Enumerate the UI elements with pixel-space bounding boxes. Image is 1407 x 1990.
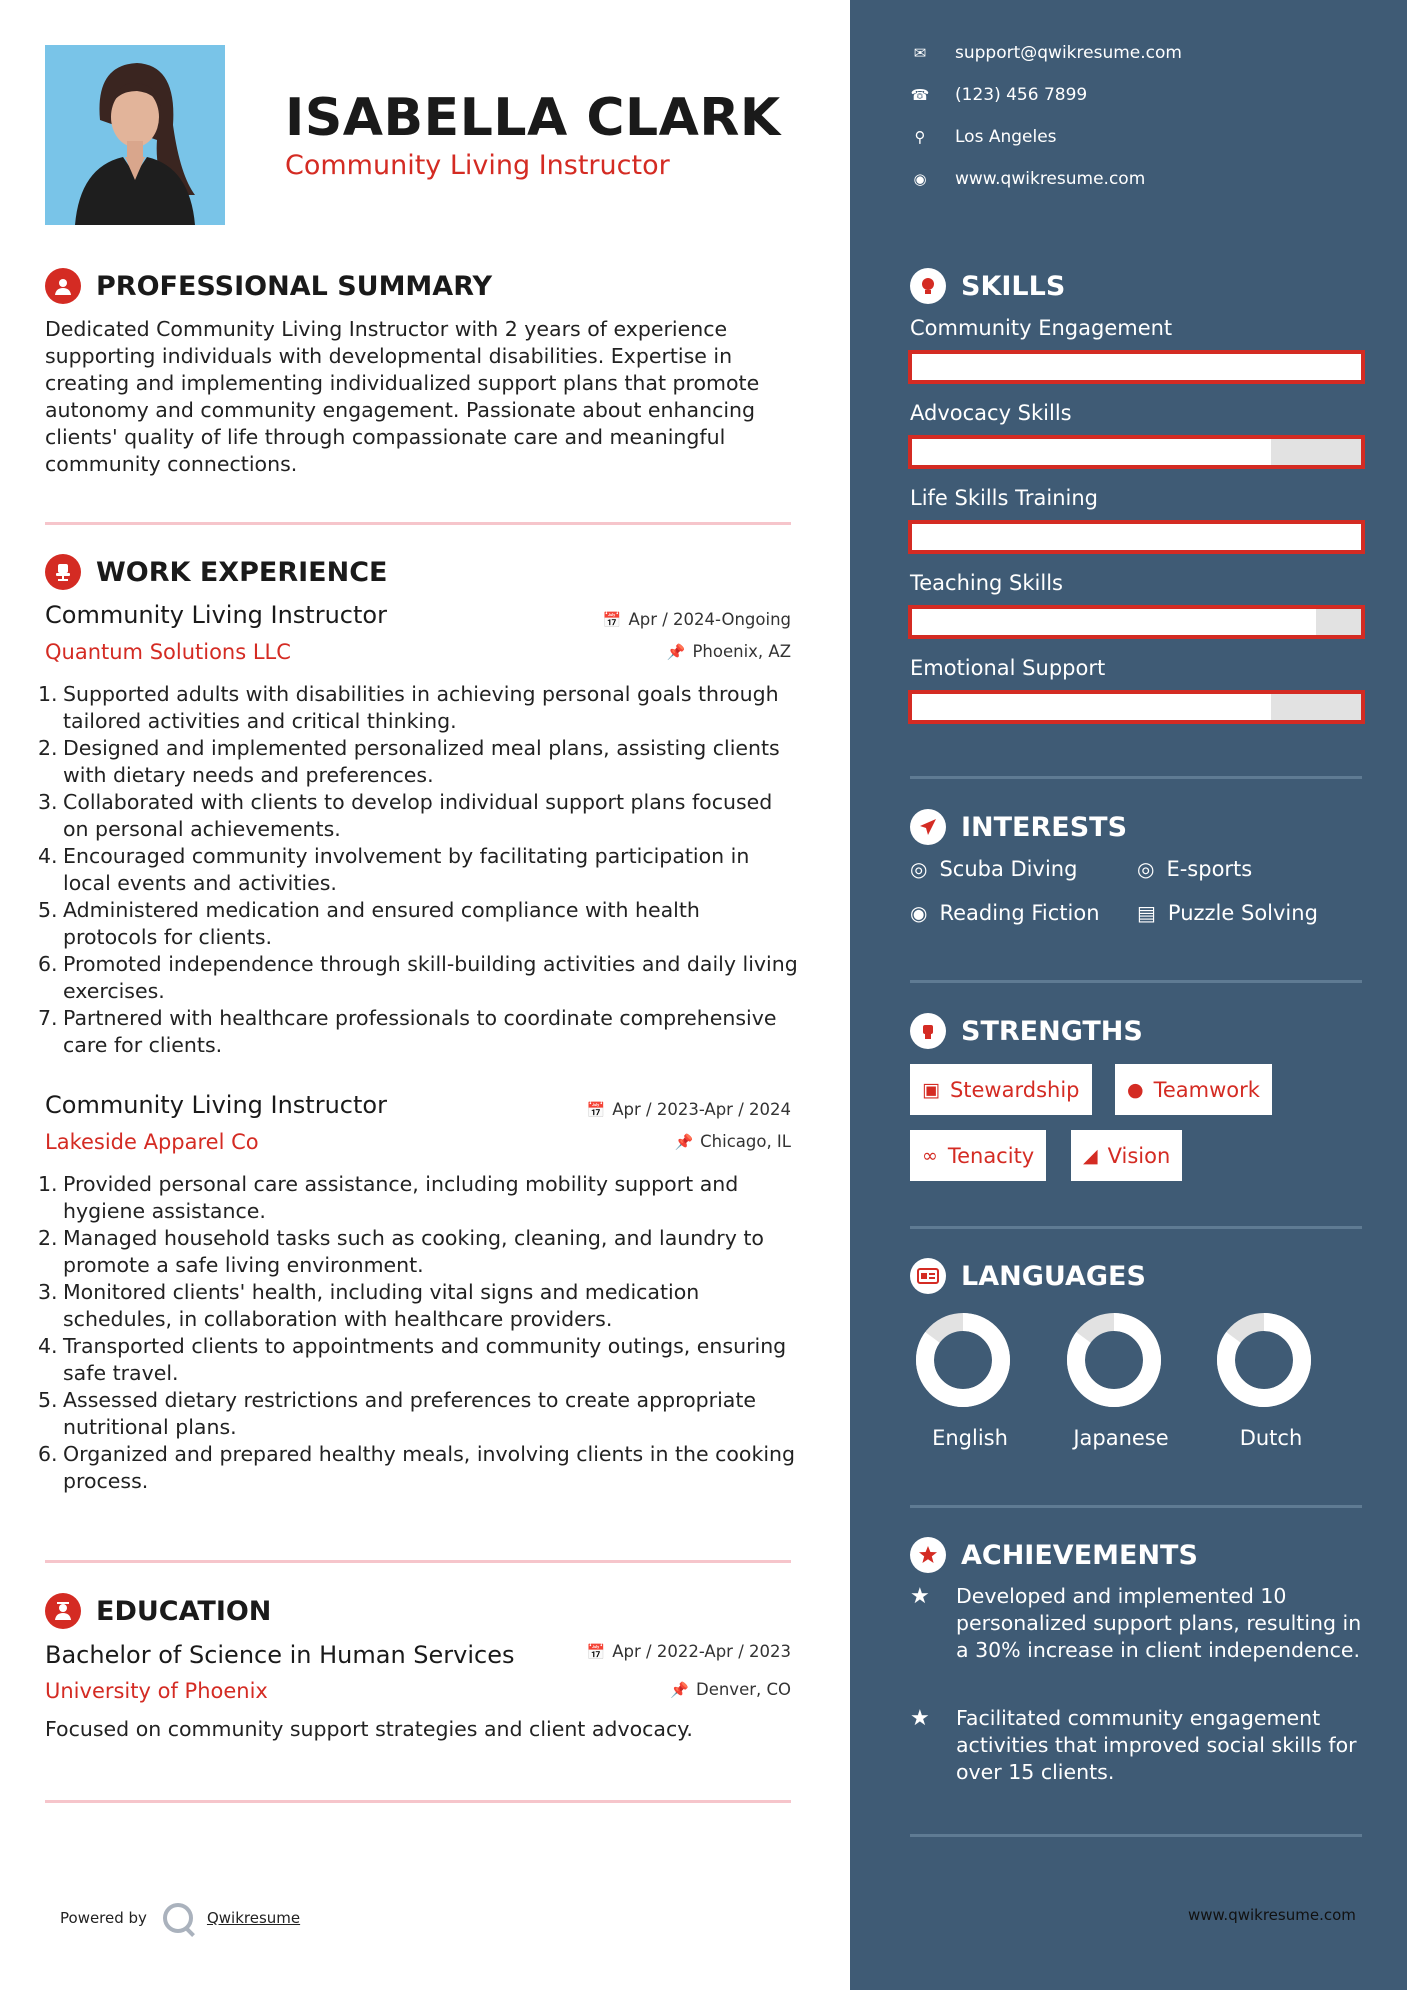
interests-header [910, 809, 1127, 845]
star-medal-icon [910, 1537, 946, 1573]
contact-website-text: www.qwikresume.com [955, 169, 1146, 189]
skill-bar [908, 350, 1365, 384]
job-location [667, 642, 791, 661]
experience-header [45, 554, 387, 590]
experience-title: WORK EXPERIENCE [96, 556, 388, 588]
skill-bar [908, 690, 1365, 724]
brand-link[interactable]: Qwikresume [206, 1909, 301, 1927]
candidate-name: ISABELLA CLARK [285, 88, 781, 148]
section-divider [910, 1226, 1362, 1229]
skill-bar [908, 520, 1365, 554]
globe-icon: ◉ [913, 170, 927, 188]
summary-title: PROFESSIONAL SUMMARY [96, 270, 493, 302]
job-location-text: Chicago, IL [700, 1132, 791, 1151]
strengths-title: STRENGTHS [961, 1015, 1143, 1047]
contact-phone-text: (123) 456 7899 [955, 85, 1088, 105]
profile-photo [45, 45, 225, 225]
skill-label: Teaching Skills [910, 571, 1063, 595]
job-location-text: Phoenix, AZ [692, 642, 791, 661]
interests-title: INTERESTS [961, 811, 1128, 843]
office-chair-icon [45, 554, 81, 590]
job-location [674, 1132, 791, 1151]
degree-title: Bachelor of Science in Human Services [45, 1641, 515, 1669]
job-company: Quantum Solutions LLC [45, 640, 291, 664]
star-icon: ★ [910, 1706, 930, 1731]
summary-text: Dedicated Community Living Instructor with 2 years of experience supporting individuals with developmental disabilities. Expertise in creating and implementing individualized support plans that promote autonomy and community engagement. Passionate about enhancing clients' quality of life through compassionate care and meaningful community connections. [45, 317, 760, 476]
strength-label: Tenacity [947, 1143, 1035, 1168]
calendar-icon: 📅 [586, 1642, 606, 1661]
achievement-text: Facilitated community engagement activities that improved social skills for over 15 clients. [956, 1706, 1357, 1784]
summary-header [45, 268, 492, 304]
contact-website[interactable] [910, 169, 1145, 189]
job-title: Community Living Instructor [45, 601, 387, 629]
book-icon: ▤ [1137, 901, 1156, 925]
calendar-icon: 📅 [602, 610, 622, 629]
envelope-icon: ✉ [913, 44, 927, 62]
powered-by-text: Powered by [60, 1909, 147, 1927]
skill-bar [908, 605, 1365, 639]
list-item: 2. Managed household tasks such as cooking, cleaning, and laundry to promote a safe living environment. [38, 1226, 764, 1277]
pushpin-icon: 📌 [666, 642, 686, 661]
interest-item [1137, 857, 1252, 881]
life-ring-icon: ◎ [910, 857, 928, 881]
section-divider [910, 776, 1362, 779]
language-ring [915, 1312, 1011, 1408]
language-label: English [932, 1426, 1008, 1450]
education-date-text: Apr / 2022-Apr / 2023 [612, 1642, 791, 1661]
calendar-icon: 📅 [586, 1100, 606, 1119]
job-date-text: Apr / 2023-Apr / 2024 [612, 1100, 791, 1119]
paper-plane-icon [910, 809, 946, 845]
list-item: 7. Partnered with healthcare professionals to coordinate comprehensive care for clients. [38, 1006, 777, 1057]
powered-by [60, 1903, 300, 1933]
section-divider [45, 1800, 791, 1803]
language-ring [1216, 1312, 1312, 1408]
skill-label: Life Skills Training [910, 486, 1098, 510]
education-header [45, 1593, 271, 1629]
interest-label: Puzzle Solving [1167, 901, 1318, 925]
list-item: 4. Encouraged community involvement by facilitating participation in local events and activities. [38, 844, 750, 895]
contact-email-text: support@qwikresume.com [955, 43, 1182, 63]
section-divider [45, 522, 791, 525]
graduate-icon [45, 1593, 81, 1629]
job-duties [38, 1171, 798, 1495]
achievements-header [910, 1537, 1198, 1573]
strength-tag [1115, 1064, 1272, 1115]
job-date [603, 610, 791, 629]
footer-url[interactable]: www.qwikresume.com [1188, 1906, 1356, 1924]
job-duties [38, 681, 798, 1059]
language-ring [1066, 1312, 1162, 1408]
skill-bar-fill [912, 439, 1271, 465]
candidate-role: Community Living Instructor [285, 150, 670, 181]
star-icon: ★ [910, 1584, 930, 1609]
users-icon: ● [1127, 1078, 1144, 1101]
education-date [587, 1642, 791, 1661]
translate-icon [910, 1258, 946, 1294]
section-divider [910, 980, 1362, 983]
list-item: 5. Administered medication and ensured compliance with health protocols for clients. [38, 898, 700, 949]
job-date-text: Apr / 2024-Ongoing [628, 610, 791, 629]
briefcase-icon: ▣ [922, 1078, 940, 1101]
skill-label: Community Engagement [910, 316, 1173, 340]
language-label: Japanese [1073, 1426, 1169, 1450]
languages-header [910, 1258, 1146, 1294]
phone-icon: ☎ [910, 86, 930, 104]
strength-tag [910, 1064, 1092, 1115]
list-item: 1. Provided personal care assistance, including mobility support and hygiene assistance. [38, 1172, 739, 1223]
education-location [670, 1680, 791, 1699]
languages-title: LANGUAGES [961, 1260, 1146, 1292]
list-item: 6. Organized and prepared healthy meals, involving clients in the cooking process. [38, 1442, 796, 1493]
skills-header [910, 268, 1065, 304]
strength-label: Stewardship [949, 1077, 1080, 1102]
contact-location [910, 127, 1057, 147]
list-item: 6. Promoted independence through skill-building activities and daily living exercises. [38, 952, 798, 1003]
skills-title: SKILLS [961, 270, 1066, 302]
skill-bar-fill [912, 524, 1361, 550]
fist-icon [910, 1013, 946, 1049]
list-item: 4. Transported clients to appointments and community outings, ensuring safe travel. [38, 1334, 787, 1385]
skill-label: Emotional Support [910, 656, 1106, 680]
education-title: EDUCATION [96, 1595, 272, 1627]
qwikresume-logo-icon [163, 1903, 193, 1933]
interest-label: E-sports [1166, 857, 1253, 881]
interest-item [910, 857, 1077, 881]
education-description: Focused on community support strategies and client advocacy. [45, 1717, 693, 1741]
user-icon [45, 268, 81, 304]
interest-item [1137, 901, 1318, 925]
section-divider [910, 1834, 1362, 1837]
school-name: University of Phoenix [45, 1679, 268, 1703]
map-pin-icon: ⚲ [914, 128, 926, 146]
language-label: Dutch [1239, 1426, 1303, 1450]
job-date [587, 1100, 791, 1119]
strength-tag [910, 1130, 1046, 1181]
education-location-text: Denver, CO [695, 1680, 791, 1699]
achievement-item [910, 1705, 1365, 1786]
list-item: 3. Monitored clients' health, including vital signs and medication schedules, in collaboration with healthcare providers. [38, 1280, 700, 1331]
lightbulb-icon [910, 268, 946, 304]
section-divider [910, 1505, 1362, 1508]
life-ring-icon: ◎ [1137, 857, 1155, 881]
list-item: 1. Supported adults with disabilities in achieving personal goals through tailored activities and critical thinking. [38, 682, 779, 733]
achievements-title: ACHIEVEMENTS [961, 1539, 1198, 1571]
skill-bar [908, 435, 1365, 469]
contact-location-text: Los Angeles [955, 127, 1057, 147]
pushpin-icon: 📌 [674, 1132, 694, 1151]
interest-item [910, 901, 1100, 925]
achievement-text: Developed and implemented 10 personalized support plans, resulting in a 30% increase in client independence. [956, 1584, 1362, 1662]
link-icon: ∞ [922, 1144, 938, 1167]
job-title: Community Living Instructor [45, 1091, 387, 1119]
skill-bar-fill [912, 354, 1361, 380]
gamepad-icon: ◉ [910, 901, 928, 925]
contact-email[interactable] [910, 43, 1182, 63]
pushpin-icon: 📌 [670, 1680, 689, 1699]
achievement-item [910, 1583, 1365, 1664]
section-divider [45, 1560, 791, 1563]
list-item: 3. Collaborated with clients to develop individual support plans focused on personal achievements. [38, 790, 773, 841]
strength-label: Vision [1107, 1143, 1171, 1168]
strength-tag [1071, 1130, 1182, 1181]
person-silhouette-icon [45, 45, 225, 225]
skill-bar-fill [912, 609, 1316, 635]
contact-phone[interactable] [910, 85, 1087, 105]
binoculars-icon: ◢ [1083, 1144, 1098, 1167]
skill-label: Advocacy Skills [910, 401, 1072, 425]
job-company: Lakeside Apparel Co [45, 1130, 259, 1154]
interest-label: Scuba Diving [939, 857, 1078, 881]
list-item: 5. Assessed dietary restrictions and preferences to create appropriate nutritional plans. [38, 1388, 756, 1439]
strength-label: Teamwork [1153, 1077, 1260, 1102]
list-item: 2. Designed and implemented personalized meal plans, assisting clients with dietary needs and preferences. [38, 736, 780, 787]
strengths-header [910, 1013, 1143, 1049]
interest-label: Reading Fiction [939, 901, 1100, 925]
skill-bar-fill [912, 694, 1271, 720]
